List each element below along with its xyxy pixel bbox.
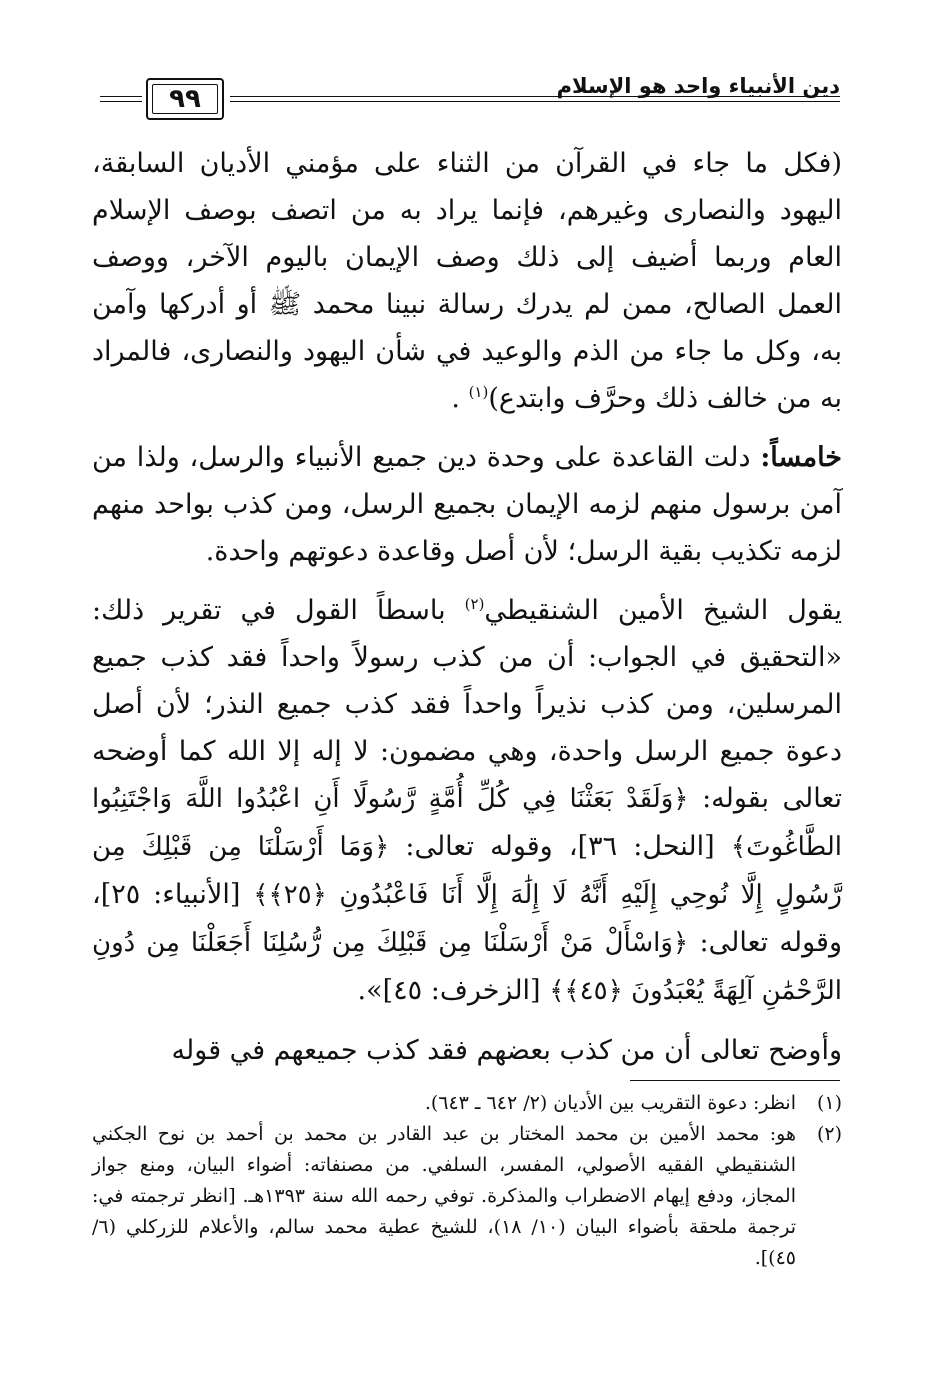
page-number: ٩٩ <box>169 84 201 114</box>
running-title: دين الأنبياء واحد هو الإسلام <box>556 74 840 98</box>
footnote-ref-2[interactable]: (٢) <box>464 595 485 613</box>
quran-verse-1: ﴿وَلَقَدْ بَعَثْنَا فِي كُلِّ أُمَّةٍ رَّسُولًا أَنِ اعْبُدُوا اللَّهَ وَاجْتَنِبُوا الطَّاغُوتَ﴾ <box>92 784 842 862</box>
quran-verse-3: ﴿وَاسْأَلْ مَنْ أَرْسَلْنَا مِن قَبْلِكَ مِن رُّسُلِنَا أَجَعَلْنَا مِن دُونِ الرَّحْمَٰنِ آلِهَةً يُعْبَدُونَ ﴿٤٥﴾﴾ <box>92 928 842 1006</box>
intro-text: يقول الشيخ الأمين الشنقيطي <box>484 595 842 626</box>
footnote-text: هو: محمد الأمين بن محمد المختار بن عبد القادر بن محمد بن أحمد بن نوح الجكني الشنقيطي الفقيه الأصولي، المفسر، السلفي. من مصنفاته: أضواء البيان، ومنع جواز المجاز، ودفع إيهام الاضطراب والمذكرة. توفي رحمه الله سنة ١٣٩٣هـ. [انظر ترجمته في: ترجمة ملحقة بأضواء البيان (١٠/ ١٨)، للشيخ عطية محمد سالم، والأعلام للزركلي (٦/ ٤٥)]. <box>92 1123 796 1269</box>
header-rule-left-inner <box>100 101 142 102</box>
verse-ref-1: [النحل: ٣٦]، وقوله تعالى: <box>405 831 715 862</box>
footnote-ref-1[interactable]: (١) <box>468 383 489 401</box>
header-rule <box>230 96 840 97</box>
point-text: دلت القاعدة على وحدة دين جميع الأنبياء والرسل، ولذا من آمن برسول منهم لزمه الإيمان بجميع الرسل، ومن كذب بواحد منهم لزمه تكذيب بقية الرسل؛ لأن أصل وقاعدة دعوتهم واحدة. <box>92 442 842 567</box>
closing-text: وأوضح تعالى أن من كذب بعضهم فقد كذب جميعهم في قوله <box>171 1035 842 1066</box>
page-number-frame <box>146 78 224 120</box>
footnote-separator <box>630 1080 840 1081</box>
page-header <box>100 66 840 126</box>
footnote-2 <box>92 1119 842 1274</box>
quote-intro: باسطاً القول في تقرير ذلك: «التحقيق في الجواب: أن من كذب رسولاً واحداً فقد كذب جميع المرسلين، ومن كذب نذيراً واحداً فقد كذب جميع النذر؛ لأن أصل دعوة جميع الرسل واحدة، وهي مضمون: لا إله إلا الله كما أوضحه تعالى بقوله: <box>92 595 842 814</box>
quote-end: . <box>451 383 460 414</box>
footnote-number: (٢) <box>816 1123 842 1145</box>
paragraph-1 <box>92 140 842 422</box>
verse-ref-3: [الزخرف: ٤٥]». <box>357 975 541 1006</box>
header-rule-inner <box>230 101 840 102</box>
point-label: خامساً: <box>760 442 842 473</box>
paragraph-4 <box>92 1027 842 1074</box>
footnote-1 <box>92 1088 842 1119</box>
header-rule-left <box>100 96 142 97</box>
footnote-number: (١) <box>816 1092 842 1114</box>
paragraph-2 <box>92 434 842 575</box>
quote-text: (فكل ما جاء في القرآن من الثناء على مؤمني الأديان السابقة، اليهود والنصارى وغيرهم، فإنما يراد به من اتصف بوصف الإسلام العام وربما أضيف إلى ذلك وصف الإيمان باليوم الآخر، ووصف العمل الصالح، ممن لم يدرك رسالة نبينا محمد ﷺ أو أدركها وآمن به، وكل ما جاء من الذم والوعيد في شأن اليهود والنصارى، فالمراد به من خالف ذلك وحرَّف وابتدع) <box>92 148 842 414</box>
main-text <box>92 140 842 1074</box>
footnote-text: انظر: دعوة التقريب بين الأديان (٢/ ٦٤٢ ـ ٦٤٣). <box>424 1092 796 1114</box>
footnotes <box>92 1088 842 1274</box>
paragraph-3 <box>92 587 842 1015</box>
quran-verse-2: ﴿وَمَا أَرْسَلْنَا مِن قَبْلِكَ مِن رَّسُولٍ إِلَّا نُوحِي إِلَيْهِ أَنَّهُ لَا إِلَٰهَ إِلَّا أَنَا فَاعْبُدُونِ ﴿٢٥﴾﴾ <box>92 832 842 910</box>
verse-ref-2: [الأنبياء: ٢٥]، وقوله تعالى: <box>92 879 843 958</box>
